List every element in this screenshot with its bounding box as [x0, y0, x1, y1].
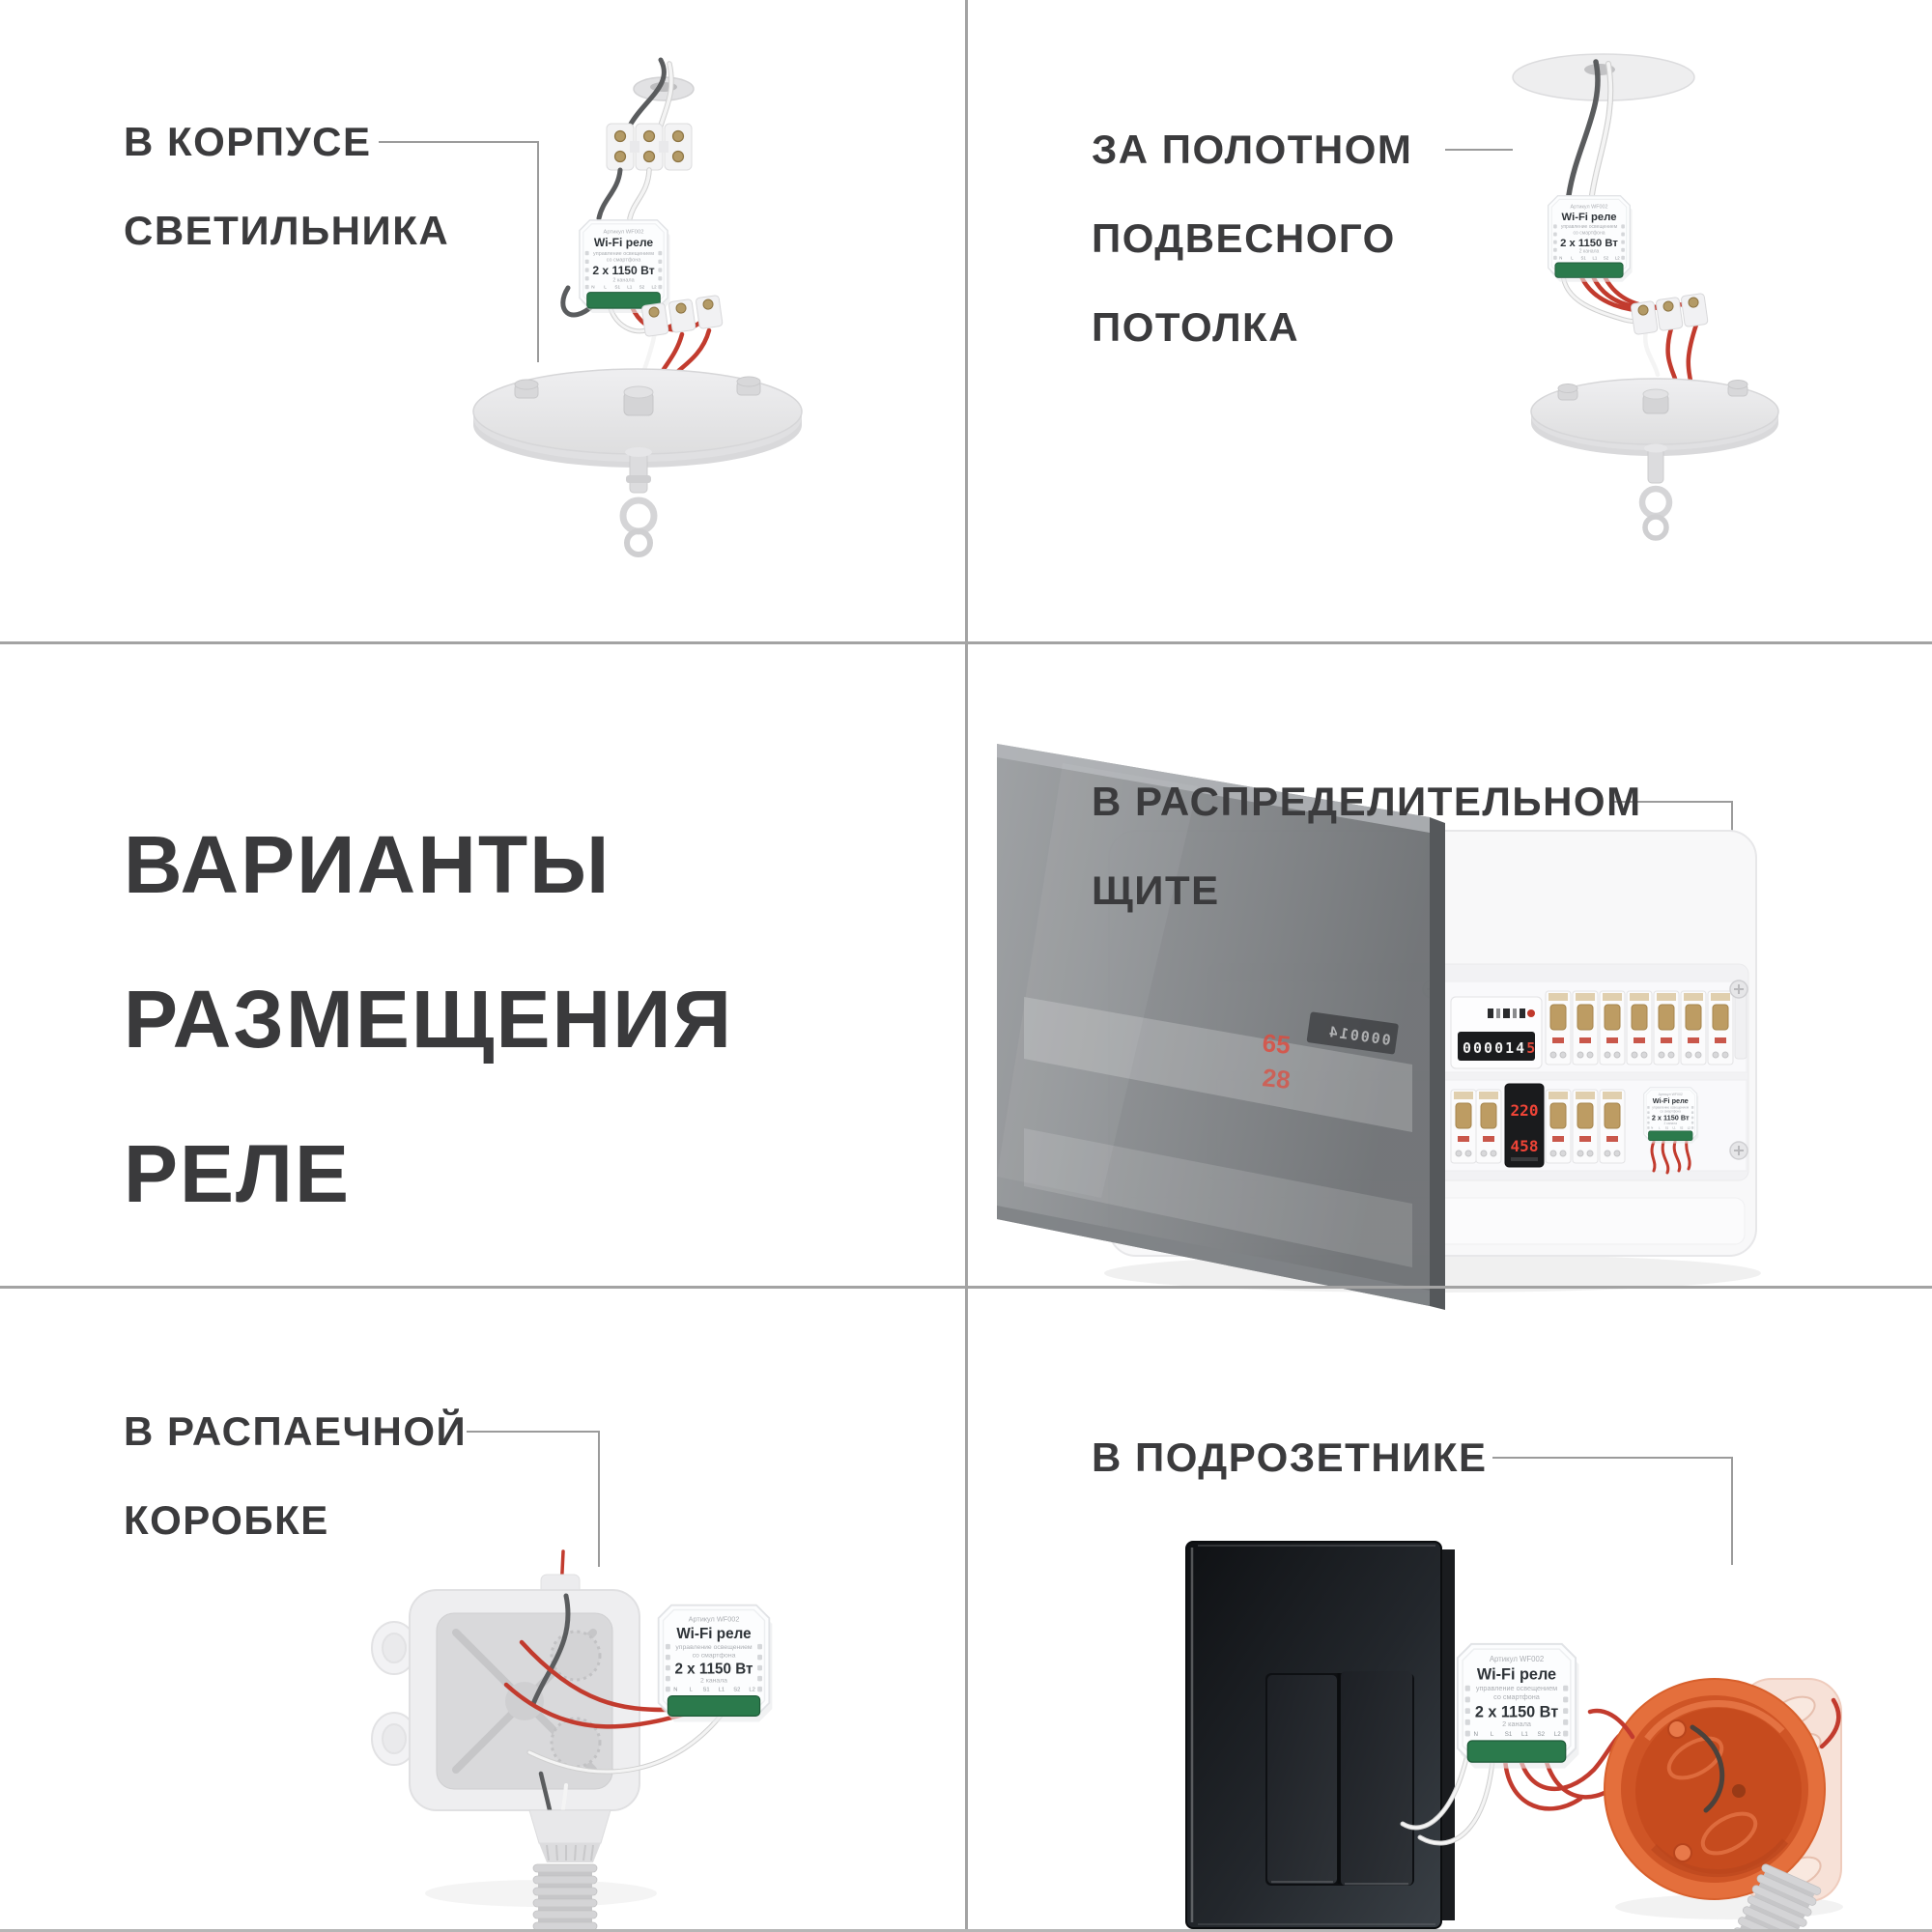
circuit-breaker — [1476, 1090, 1501, 1163]
relay-terminal-label: L — [1490, 1730, 1494, 1738]
corrugated-tube — [533, 1864, 597, 1932]
relay-article: Артикул WF002 — [1489, 1655, 1545, 1664]
label-line: ПОДВЕСНОГО — [1092, 215, 1396, 261]
relay-subtitle: управление освещением — [1560, 224, 1618, 230]
page-title — [124, 787, 733, 1251]
vertical-divider — [965, 0, 968, 1932]
label-line: ЩИТЕ — [1092, 867, 1220, 913]
voltmeter-top: 220 — [1510, 1101, 1539, 1120]
wall-switch — [1186, 1542, 1455, 1928]
circuit-breaker — [1573, 1090, 1598, 1163]
stretch-ceiling-illustration — [1513, 54, 1778, 538]
relay-power: 2 x 1150 Вт — [1560, 237, 1618, 249]
voltmeter-bottom: 458 — [1510, 1137, 1539, 1155]
relay-name: Wi-Fi реле — [1476, 1665, 1557, 1684]
relay-power: 2 x 1150 Вт — [1651, 1113, 1690, 1122]
circuit-breaker — [1546, 1090, 1571, 1163]
relay-terminal-label: L1 — [1672, 1125, 1676, 1130]
relay-subtitle: со смартфона — [1493, 1692, 1540, 1702]
relay-article: Артикул WF002 — [1570, 204, 1608, 211]
title-line: РАЗМЕЩЕНИЯ — [124, 974, 733, 1065]
circuit-breaker — [1451, 1090, 1476, 1163]
relay-channels: 2 канала — [1663, 1122, 1677, 1126]
label-line: В ПОДРОЗЕТНИКЕ — [1092, 1435, 1488, 1480]
wifi-relay-module — [659, 1605, 773, 1722]
relay-channels: 2 канала — [700, 1677, 727, 1685]
relay-channels: 2 канала — [612, 277, 635, 284]
relay-terminal-label: N — [1473, 1730, 1479, 1738]
relay-terminal-label: L — [1659, 1125, 1661, 1130]
relay-terminal-label: S2 — [1679, 1125, 1684, 1130]
relay-terminal-label: L1 — [1592, 255, 1598, 261]
breaker-row-upper — [1546, 991, 1733, 1065]
relay-name: Wi-Fi реле — [676, 1625, 752, 1642]
label-line: КОРОБКЕ — [124, 1497, 329, 1543]
canopy-disc — [1531, 379, 1778, 538]
relay-terminal-label: N — [673, 1687, 678, 1693]
meter-display: 0000145 — [1463, 1039, 1538, 1057]
relay-subtitle: управление освещением — [1475, 1684, 1558, 1692]
relay-terminal-block — [1467, 1741, 1565, 1762]
circuit-breaker — [1600, 1090, 1625, 1163]
relay-subtitle: со смартфона — [1660, 1109, 1681, 1114]
relay-terminal-label: L — [689, 1687, 693, 1693]
relay-power: 2 x 1150 Вт — [674, 1661, 753, 1678]
relay-terminal-label: S1 — [614, 284, 621, 290]
wifi-relay-module — [1548, 196, 1633, 282]
ceiling-hole — [1513, 54, 1694, 100]
relay-name: Wi-Fi реле — [1561, 211, 1617, 223]
relay-name: Wi-Fi реле — [1652, 1096, 1689, 1106]
relay-article: Артикул WF002 — [688, 1614, 740, 1624]
label-line: СВЕТИЛЬНИКА — [124, 208, 450, 253]
title-line: ВАРИАНТЫ — [124, 819, 611, 910]
relay-terminal-label: L2 — [651, 284, 657, 290]
relay-power: 2 x 1150 Вт — [592, 264, 655, 278]
socket-cup — [1590, 1679, 1825, 1899]
circuit-breaker — [1627, 991, 1652, 1065]
relay-terminal-block — [1648, 1131, 1692, 1141]
relay-terminal-label: N — [591, 284, 595, 290]
relay-channels: 2 канала — [1502, 1719, 1531, 1729]
relay-subtitle: управление освещением — [675, 1643, 753, 1651]
label-flush-box — [1092, 1413, 1488, 1502]
circuit-breaker — [1573, 991, 1598, 1065]
screw — [1730, 980, 1747, 998]
flush-box-illustration — [1186, 1542, 1843, 1932]
label-line: ЗА ПОЛОТНОМ — [1092, 127, 1413, 172]
relay-terminal-label: S1 — [1664, 1125, 1669, 1130]
relay-terminal-label: S2 — [639, 284, 645, 290]
relay-terminal-label: S2 — [1537, 1730, 1546, 1738]
relay-subtitle: со смартфона — [606, 257, 641, 264]
wifi-relay-module — [1458, 1644, 1578, 1769]
luminaire-illustration — [473, 60, 802, 554]
relay-terminal-label: L2 — [1614, 255, 1620, 261]
wifi-relay-module — [1644, 1088, 1698, 1144]
relay-terminal-label: S1 — [1504, 1730, 1513, 1738]
relay-power: 2 x 1150 Вт — [1474, 1703, 1559, 1721]
horizontal-divider — [0, 641, 1932, 644]
screw — [1730, 1142, 1747, 1159]
relay-terminal-label: L — [1571, 255, 1574, 261]
label-junction — [124, 1387, 467, 1565]
relay-article: Артикул WF002 — [603, 229, 644, 236]
relay-terminal-label: S1 — [1580, 255, 1586, 261]
label-line: ПОТОЛКА — [1092, 304, 1300, 350]
door-reflection-digits: 28 — [1261, 1063, 1293, 1094]
wifi-relay-module — [580, 220, 670, 313]
canopy-disc — [473, 369, 802, 554]
leader-flush-box — [1492, 1458, 1732, 1565]
terminal-block — [607, 124, 692, 170]
leader-junction — [467, 1432, 599, 1567]
label-line: В РАСПАЕЧНОЙ — [124, 1408, 468, 1454]
title-line: РЕЛЕ — [124, 1128, 352, 1219]
label-line: В КОРПУСЕ — [124, 119, 372, 164]
relay-subtitle: со смартфона — [1573, 230, 1605, 237]
svg-text:000014: 000014 — [1325, 1022, 1392, 1049]
relay-channels: 2 канала — [1578, 248, 1600, 255]
label-luminaire — [124, 98, 449, 275]
relay-terminal-label: N — [1651, 1125, 1654, 1130]
electricity-meter — [1451, 997, 1542, 1068]
circuit-breaker — [1681, 991, 1706, 1065]
label-stretch-ceiling — [1092, 105, 1412, 372]
relay-subtitle: со смартфона — [692, 1652, 736, 1660]
relay-terminal-label: L — [604, 284, 607, 290]
relay-terminal-label: L1 — [1520, 1730, 1528, 1738]
relay-terminal-label: L2 — [749, 1687, 755, 1693]
label-line: В РАСПРЕДЕЛИТЕЛЬНОМ — [1092, 779, 1642, 824]
relay-article: Артикул WF002 — [1658, 1092, 1683, 1096]
relay-subtitle: управление освещением — [593, 250, 654, 257]
relay-name: Wi-Fi реле — [593, 236, 654, 250]
relay-terminal-label: S2 — [1603, 255, 1609, 261]
relay-terminal-label: L2 — [1553, 1730, 1561, 1738]
relay-terminal-label: S2 — [733, 1687, 741, 1693]
relay-terminal-block — [668, 1696, 759, 1717]
circuit-breaker — [1546, 991, 1571, 1065]
relay-terminal-label: L1 — [627, 284, 633, 290]
relay-terminal-block — [1555, 263, 1623, 277]
junction-box-illustration — [372, 1551, 772, 1932]
label-board — [1092, 757, 1642, 935]
relay-subtitle: управление освещением — [1652, 1105, 1690, 1110]
relay-terminal-label: L1 — [718, 1687, 725, 1693]
relay-terminal-label: N — [1559, 255, 1563, 261]
voltmeter-module — [1505, 1084, 1544, 1167]
relay-terminal-label: L2 — [1687, 1125, 1690, 1130]
horizontal-divider — [0, 1286, 1932, 1289]
switch-rockers[interactable] — [1265, 1671, 1414, 1886]
door-reflection-digits: 65 — [1261, 1028, 1293, 1060]
circuit-breaker — [1708, 991, 1733, 1065]
circuit-breaker — [1654, 991, 1679, 1065]
relay-terminal-label: S1 — [702, 1687, 710, 1693]
circuit-breaker — [1600, 991, 1625, 1065]
